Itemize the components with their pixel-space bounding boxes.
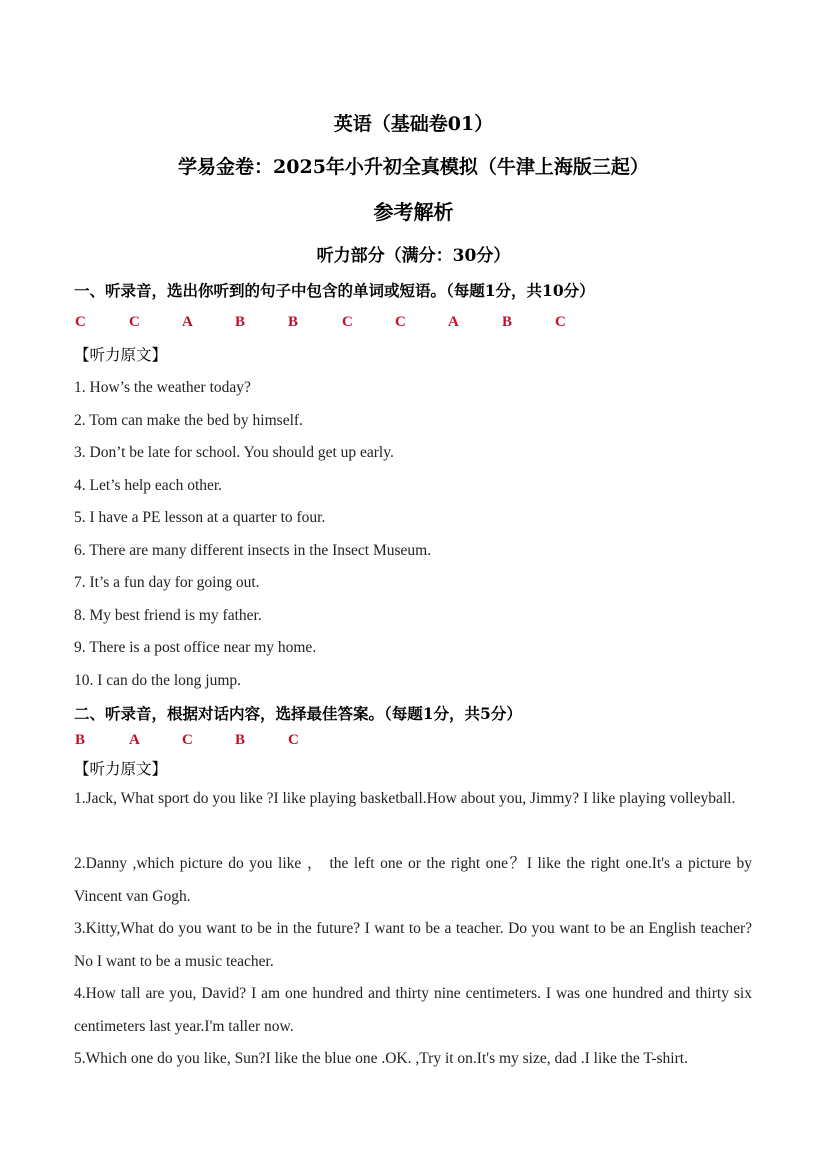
dialogue-paragraph: 5.Which one do you like, Sun?I like the blue one .OK. ,Try it on.It's my size, dad .I like the T-shirt. <box>74 1050 688 1067</box>
answer-6: C <box>342 314 353 330</box>
answer-2: C <box>129 314 140 330</box>
transcript-line: 2. Tom can make the bed by himself. <box>74 412 303 429</box>
answer-10: C <box>555 314 566 330</box>
transcript-line: 8. My best friend is my father. <box>74 607 262 624</box>
answer-3: C <box>182 732 193 748</box>
dialogue-paragraph: 2.Danny ,which picture do you like ， the left one or the right one？I like the right one.It's a picture by Vincent van Gogh. <box>74 855 752 905</box>
dialogue-paragraph: 3.Kitty,What do you want to be in the future? I want to be a teacher. Do you want to be an English teacher? No I want to be a music teacher. <box>74 920 752 970</box>
section2-answers <box>74 732 674 752</box>
answer-7: C <box>395 314 406 330</box>
answer-1: B <box>75 732 86 748</box>
answer-2: A <box>129 732 140 748</box>
transcript-line: 9. There is a post office near my home. <box>74 639 317 656</box>
section2-transcript-label: 【听力原文】 <box>74 760 168 778</box>
transcript-line: 10. I can do the long jump. <box>74 672 242 689</box>
exam-subject-title: 英语（基础卷01） <box>333 113 494 135</box>
answer-1: C <box>75 314 86 330</box>
answer-3: A <box>182 314 193 330</box>
section2-heading: 二、听录音，根据对话内容，选择最佳答案。（每题1分，共5分） <box>74 704 522 723</box>
listening-part-title: 听力部分（满分：30分） <box>316 246 511 266</box>
exam-series-title: 学易金卷：2025年小升初全真模拟（牛津上海版三起） <box>178 156 649 178</box>
section1-transcript-label: 【听力原文】 <box>74 346 168 364</box>
transcript-line: 7. It’s a fun day for going out. <box>74 574 260 591</box>
transcript-line: 3. Don’t be late for school. You should get up early. <box>74 444 394 461</box>
answer-9: B <box>502 314 513 330</box>
answer-key-title: 参考解析 <box>373 200 454 224</box>
transcript-line: 5. I have a PE lesson at a quarter to four. <box>74 509 326 526</box>
dialogue-paragraph: 4.How tall are you, David? I am one hundred and thirty nine centimeters. I was one hundred and thirty six centimeters last year.I'm taller now. <box>74 985 752 1035</box>
transcript-line: 6. There are many different insects in the Insect Museum. <box>74 542 432 559</box>
answer-5: B <box>288 314 299 330</box>
answer-4: B <box>235 314 246 330</box>
answer-8: A <box>448 314 459 330</box>
transcript-line: 1. How’s the weather today? <box>74 379 251 396</box>
answer-5: C <box>288 732 299 748</box>
section1-heading: 一、听录音，选出你听到的句子中包含的单词或短语。（每题1分，共10分） <box>74 281 595 300</box>
section1-answers <box>74 314 674 334</box>
dialogue-paragraph: 1.Jack, What sport do you like ?I like playing basketball.How about you, Jimmy? I like playing volleyball. <box>74 790 736 807</box>
answer-4: B <box>235 732 246 748</box>
transcript-line: 4. Let’s help each other. <box>74 477 223 494</box>
